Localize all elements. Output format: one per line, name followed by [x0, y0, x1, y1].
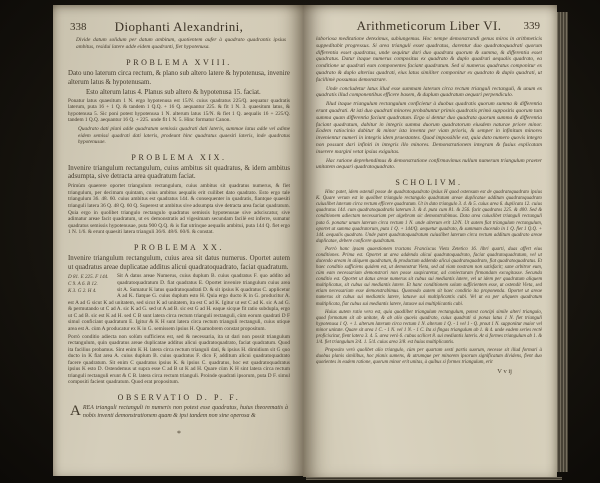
page-left [53, 5, 303, 476]
observatio-body: REA trianguli rectanguli in numeris non potest esse quadratus, huius theorematis à nobis inventi demonstrationem quam & ipsi tandem non sine operosa & [82, 405, 288, 419]
page-number-left: 338 [70, 21, 87, 33]
problema-20-solution-block [68, 273, 290, 386]
gathering-signature: V v ij [497, 368, 512, 376]
chapter-subtitle: Divide datum solidum per datum ambitum, quotientem aufer à quadrato quadrantis ipsius ambitus, residui latere adde eidem quadranti, fiet hypotenusa. [76, 37, 286, 51]
scholium-heading: SCHOLIVM. [395, 178, 463, 188]
problema-20-statement: Invenire triangulum rectangulum, cuius area sit datus numerus. Oportet autem ut quadratus areae duplicatae additus alicui quadratoquadrato, faciat quadratum. [68, 254, 290, 271]
dropcap-initial: A [70, 403, 81, 419]
scholium-paragraph: Porrò hanc ipsam quaestionem tractans Franciscus Vieta Zetetico 16. libri quarti, duas affert eius conditiones. Prima est. Oportet ut area addenda alicui quadratoquadrato, faciat quadratoquadratum, vel ut ducendo aream in aliquem quadratum, & productum addendo alicui quadratoquadrato, fiat quadratoquadratus. Et haec conditio sufficiens quidem est, ut demonstrat Vieta, sed ad viam nostram non satisfacit; sane arbitror eum, cùm eam necessariam demonstrari non posse suspicaretur, ad coniecturam firmandam excogitasse. Secunda conditio est. Oportet ut datus areae numerus sit cubus sui mediantis latere, vel ut idem per quadratum aliquem multiplicatus, sit cubus sui mediantis latere. Et hanc conditionem solam sufficientem esse, ut ostendit Vieta, sed etiam necessariam esse demonstrabimus. Quomodo autem sit haec conditio ita proponenda. Oportet ut areae numerus sit cubus sui mediantis latere, latusve sui multiplicantis cubi. Vel ut ea per aliquem quadratum multiplicata, fiat cubus sui mediantis latere, latusve sui multiplicantis cubi. [316, 246, 542, 307]
running-title-right: Arithmeticorum Liber VI. [356, 18, 502, 33]
margin-note-line: K 3. G 2. H 4. [68, 287, 97, 294]
problema-18-solution: Ponatur latus quaesitum 1 N. ergo hypotenusa est 15/N. cuius quadratus 225/Q. aequatur quadratis laterum, puta 16 + 1 Q. & tandem 1 Q.Q. + 16 Q. aequantur 225. & fit 1 N. 3. quaesitum latus, & hypotenusa 5. Sic poni potest hypotenusa 1 N. alterum latus 15/N. & fiet 1 Q. aequalis 16 + 225/Q. tandem 1 Q.Q. aequantur 16 Q. + 225. unde fit 1 N. 5. Hinc formatur Canon. [68, 97, 290, 124]
continuation-paragraph: laboriosa meditatione deteximus, subiungemus. Hoc nempe demonstrandi genus miros in arithmeticis suppeditabit progressus. Si area trianguli esset quadratus, darentur duo quadratoquadrati quorum differentia esset quadratus, unde sequitur dari duo quadrata quorum & summa, & differentia esset quadratus. Datur itaque numerus compositus ex quadrato & duplo quadrati aequalis quadrato, ea conditione ut quadrati eum componentes faciant quadratum. Sed si numerus quadratus componitur ex quadrato & duplo alterius quadrati, eius latus similiter componitur ex quadrato & duplo quadrati, ut facillimè possumus demonstrare. [316, 36, 542, 83]
problema-19-statement: Invenire triangulum rectangulum, cuius ambitus sit quadratus, & idem ambitus adsumpta, sive detracta area quadratum faciat. [68, 164, 290, 181]
scholium-paragraph: Hinc patet, idem ostendi posse de quadratoquadrato ipsius H quod ostensum est de quadratoquadrato ipsius K. Quare verum est in quolibet triangulo rectangulo quadratum areae duplicatae additum quadratoquadrato cuiuslibet laterum circa rectum efficere quadratum. Ut in dato triangulo 3. 4. & 5. cuius area 6. duplicata 12. cuius quadratus 144. cum quadratoquadratis laterum 3. & 4. puta cum 81. & 256. facit quadratos 225. & 400. Sed & conditionem adiectam necessariam per algebram sic demonstrabimus. Data area cuiuslibet trianguli rectanguli puta 6. ponatur unum laterum circa rectum 1 N. unde alterum erit 12/N. Ut autem fiat triangulum rectangulum, oportet ut summa quadratorum, puta 1 Q. + 144/Q. aequetur quadrato, & summam ducendo in 1 Q. fiet 1 Q.Q. + 144. aequalis quadrato. Unde patet quadratoquadratum cuiuslibet laterum circa rectum additum quadrato areae duplicatae, debere conficere quadratum. [316, 190, 542, 244]
problema-20-heading: PROBLEMA XX. [134, 242, 224, 252]
problema-20-solution-b: Porrò conditio adiecta non solùm sufficiens est, sed & necessaria, ita ut dari non possit triangulum rectangulum, quin quadratus areae duplicatae additus alicui quadratoquadrato, faciat quadratum. Quod ita facilius probamus. Sint enim K H. latera circa rectum trianguli dati, & ipsius H. dimidium sit G quo ducto in K fiat area A. cuius duplum B. cuius quadratus F. dico F, additum alicui quadratoquadrato facere quadratum. Sit enim C quadratus ipsius K. & ipsius C. quadratus, hoc est quadratoquadratus ipsius K esto D. Ostendemus ut supra esse C ad B ut K ad H. Quare cùm K H sint latera circa rectum trianguli rectanguli erunt & C B. latera circa rectum trianguli. Proinde quadrati ipsorum, puta D F. simul compositi facient quadratum. Quod erat propositum. [68, 333, 290, 386]
continuation-paragraph: Illud itaque triangulum rectangulum conficietur à duobus quadratis quorum summa & differentia erunt quadrati. At isti duo quadrati minores probabuntur primis quadratis primò suppositis quorum tum summa quam differentia faciunt quadratum. Ergo si dentur duo quadrata quorum summa & differentia faciant quadratum, dabitur in integris summa duorum quadratorum eiusdem naturae priore minor. Eodem ratiocinio dabitur & minor ista inventa per viam prioris, & semper in infinitum minores invenientur numeri in integris idem praestantes. Quod impossibile est, quia dato numero quovis integro non possunt dari infiniti in integris illo minores. Demonstrationem integram & fusius explicatam inserere margini vetat ipsius exiguitas. [316, 101, 542, 155]
margin-note [68, 274, 112, 294]
continuation-paragraph: Unde concludetur latus illud esse summam laterum circa rectum trianguli rectanguli, & unum ex quadratis illud componentibus efficere basem, & duplum quadratum aequari perpendiculo. [316, 85, 542, 99]
running-title-left: Diophanti Alexandrini, [114, 19, 244, 34]
left-header [68, 19, 290, 36]
right-header [316, 18, 542, 35]
problema-18-heading: PROBLEMA XVIII. [126, 58, 232, 68]
scholium-paragraph: Huius autem ratio vera est, quia quodlibet triangulum rectangulum, potest concipi simile alteri triangulo, quod formatum sit ab unitate, & ab alio quovis quadrato, cuius quadrati si ponas latus 1 N. fiet trianguli hypotenusa 1 Q. + 1. alterum laterum circa rectum 1 N. alterum 1 Q. - 1 vel 1 - Q. prout 1 N. supponitur maior vel minor unitate. Quare sit area 1 C. - 1 N. vel 1 N. - 1 C. Ita si fingas triangulum ab 1. & 4. unde eadem series rectè proficiscitur, fient latera 3. 4. 5. area verò 6. cubus scilicet 8. sui mediantis lateris. At si formes triangulum ab 1. & 1/4. fiet triangulum 3/4. 1. 5/4. cuius area 3/8. est huius multiplicantis. [316, 309, 542, 346]
continuation-paragraph: Hac ratione deprehendimus & demonstratione confirmavimus nullum numerum triangulum praeter unitatem aequari quadratoquadrato. [316, 157, 542, 171]
margin-note-line: D 81. E 225. F 144. [68, 274, 109, 281]
book-bottom-edge [306, 477, 562, 480]
scholium-paragraph: Proposito verò quolibet alio triangulo, cùm per quartam sexti partis suorum, necesse sit illud formari à duobus planis similibus, hoc planis sumens, & utrumque per minorem ipsorum significatum dividens, fient duo quotientes in eadem ratione, quorum minor erit unitas, à quibus si formes triangulum, erit [316, 348, 542, 366]
observatio-text [70, 405, 288, 421]
problema-19-heading: PROBLEMA XIX. [131, 152, 227, 162]
problema-18-example: Esto alterum latus 4. Planus sub altero & hypotenusa 15. faciat. [86, 88, 261, 96]
printer-ornament: * [177, 428, 181, 438]
observatio-heading: OBSERVATIO D. P. F. [117, 393, 241, 402]
book-fore-edge [557, 12, 568, 472]
observatio-continuation [316, 36, 542, 171]
problema-18-statement: Dato uno laterum circa rectum, & plano sub altero latere & hypotenusa, invenire alterum latus & hypotenusam. [68, 70, 290, 86]
margin-note-line: C 9. A 6. B 12. [68, 281, 98, 288]
scholium-body [316, 190, 542, 366]
problema-19-solution: Primùm quaerere oportet triangulum rectangulum, cuius ambitus sit quadratus numerus, & fiet triangulum, per decimam quintam, cuius ambitus aequalis erit cuilibet dato quadrato. Esto ergo tale triangulum 36. 48. 60. cuius ambitus est quadratus 144. & consequenter in quadratis, fiantque quaesiti trianguli latera 36 Q. 48 Q. 60 Q. Superest ut ambitus sive adsumpta sive detracta area faciat quadratum. Quia ergo in quolibet triangulo rectangulo quadratus semissis hypotenusae sive adsciscatur, sive adimatur areae facit quadratum, ut ex demonstratis ad vigesimam secundam facilè est inferre, sumatur quadratus semissis hypotenusae, puta 900 Q.Q. & is fiat utrinque aequalis ambitui, puta 144 Q. fiet ergo 1 N. 1/6. & erunt quaesiti latera trianguli 36/6. 48/6. 60/6. & constat. [68, 183, 290, 236]
problema-20-solution-a: Sit A datus areae Numerus, cuius duplum B. cuius quadratus F. quo addito ad quadratoquadratum D. fiat quadratus E. Oportet invenire triangulum cuius area sit A. Sumatur K latus quadratoquadrati D. & sit ipsius K quadratus C. applicetur A ad K. fiatque G. cuius duplum esto H. Quia ergo ducto K in G. producitur A. est A ad G sicut K ad unitatem, sed sicut K ad unitatem, ita est C ad K. Igitur ut est C ad K. sic A ad G. & permutando ut C ad A. sic K ad G. sed ut A ad B. sic est G ad H. eaque sicque fit ratio subdupla, ergo ut C ad B. sic est K ad H. sed C B sunt latera circa rectum trianguli rectanguli, cùm eorum quadrati D F simul conficiant quadratum E. Igitur & K H sunt latera circa rectum trianguli rectanguli, cuius utique area est A. cùm A producatur ex K in G. semissem ipsius H. Quamobrem constat propositum. [68, 273, 290, 332]
problema-18-canon: Quadrato dati plani adde quadratum semissis quadrati dati lateris, summae latus adde vel adime eidem semissi quadrati dati lateris, prodeunt hinc quadratus quaesiti lateris, inde quadratus hypotenusae. [78, 125, 290, 146]
page-number-right: 339 [523, 20, 540, 32]
page-right [303, 5, 557, 477]
